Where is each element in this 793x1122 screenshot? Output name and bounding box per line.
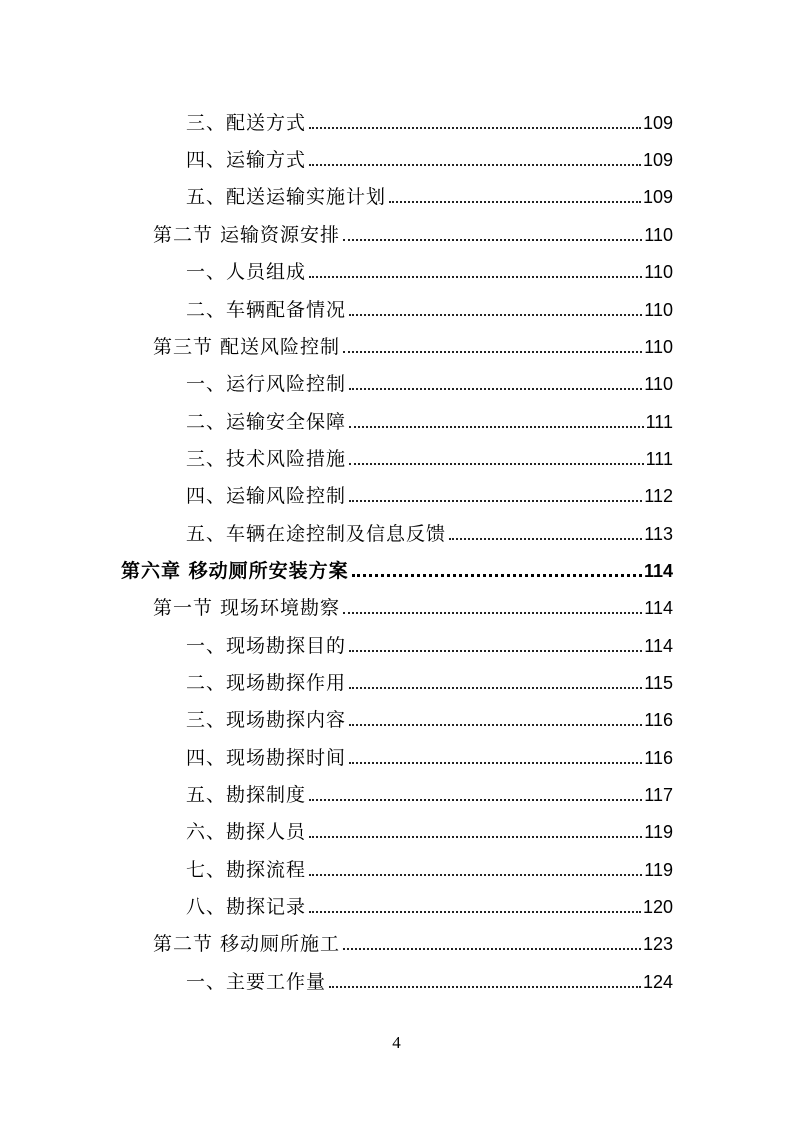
toc-dot-leader [349,762,642,764]
toc-dot-leader [309,874,642,876]
toc-entry-title: 一、运行风险控制 [186,373,347,395]
toc-entry-title: 二、运输安全保障 [186,411,347,433]
toc-dot-leader [349,314,642,316]
toc-dot-leader [309,276,642,278]
toc-entry[interactable] [186,739,673,769]
toc-entry-page: 110 [644,262,673,282]
toc-chapter-entry[interactable] [121,552,673,582]
toc-entry[interactable] [186,515,673,545]
toc-dot-leader [309,127,641,129]
page-number: 4 [392,1033,401,1052]
toc-entry-title: 五、配送运输实施计划 [186,186,387,208]
toc-entry-title: 三、配送方式 [186,112,307,134]
toc-entry-page: 112 [644,486,673,506]
toc-entry-title: 五、车辆在途控制及信息反馈 [186,523,447,545]
toc-entry-page: 109 [642,187,673,207]
toc-entry[interactable] [186,365,673,395]
toc-entry-page: 110 [644,300,673,320]
toc-entry[interactable] [186,888,673,918]
toc-entry[interactable] [186,104,673,134]
toc-dot-leader [349,388,642,390]
toc-section-entry[interactable] [153,328,673,358]
toc-entry-page: 114 [643,561,673,581]
toc-entry-page: 111 [645,412,673,432]
toc-entry-page: 119 [644,860,673,880]
toc-entry[interactable] [186,403,673,433]
toc-entry[interactable] [186,701,673,731]
toc-entry[interactable] [186,664,673,694]
toc-section-entry[interactable] [153,589,673,619]
toc-entry-page: 114 [644,598,673,618]
toc-entry-page: 113 [644,524,673,544]
toc-dot-leader [343,948,641,950]
toc-entry[interactable] [186,477,673,507]
toc-dot-leader [309,164,641,166]
toc-entry-title: 一、主要工作量 [186,971,327,993]
toc-entry[interactable] [186,178,673,208]
toc-entry[interactable] [186,141,673,171]
toc-dot-leader [343,612,642,614]
toc-entry-title: 四、运输风险控制 [186,485,347,507]
toc-dot-leader [309,799,642,801]
toc-entry-page: 116 [644,748,673,768]
toc-entry-page: 116 [644,710,673,730]
toc-dot-leader [349,687,642,689]
toc-dot-leader [329,986,641,988]
toc-section-entry[interactable] [153,925,673,955]
toc-section-entry[interactable] [153,216,673,246]
toc-entry-title: 第三节 配送风险控制 [153,336,341,358]
toc-dot-leader [309,911,641,913]
toc-dot-leader [349,463,644,465]
toc-entry-page: 120 [642,897,673,917]
toc-entry-page: 109 [642,150,673,170]
toc-entry-page: 110 [644,225,673,245]
toc-entry-title: 一、现场勘探目的 [186,635,347,657]
toc-dot-leader [352,574,642,577]
toc-entry-title: 第二节 移动厕所施工 [153,933,341,955]
toc-entry-title: 第二节 运输资源安排 [153,224,341,246]
toc-entry-title: 二、现场勘探作用 [186,672,347,694]
toc-entry[interactable] [186,627,673,657]
toc-entry[interactable] [186,440,673,470]
toc-dot-leader [389,201,641,203]
toc-entry-title: 四、现场勘探时间 [186,747,347,769]
toc-entry[interactable] [186,963,673,993]
toc-dot-leader [349,426,644,428]
toc-entry-page: 109 [642,113,673,133]
toc-entry-page: 110 [644,374,673,394]
toc-entry-title: 三、现场勘探内容 [186,709,347,731]
toc-entry-page: 119 [644,822,673,842]
toc-entry-title: 一、人员组成 [186,261,307,283]
toc-entry-page: 123 [642,934,673,954]
toc-entry-page: 111 [645,449,673,469]
toc-entry[interactable] [186,776,673,806]
toc-entry-page: 114 [644,636,673,656]
toc-entry-page: 115 [644,673,673,693]
toc-entry[interactable] [186,851,673,881]
toc-dot-leader [349,500,642,502]
toc-entry-title: 二、车辆配备情况 [186,299,347,321]
toc-dot-leader [343,351,642,353]
toc-entry-title: 第六章 移动厕所安装方案 [121,560,349,582]
toc-entry-title: 第一节 现场环境勘察 [153,597,341,619]
toc-entry-title: 八、勘探记录 [186,896,307,918]
toc-dot-leader [343,239,642,241]
toc-entry-page: 117 [644,785,673,805]
toc-entry-title: 五、勘探制度 [186,784,307,806]
toc-dot-leader [449,538,642,540]
toc-dot-leader [349,650,642,652]
toc-entry-title: 七、勘探流程 [186,859,307,881]
toc-entry-title: 六、勘探人员 [186,821,307,843]
toc-entry-title: 三、技术风险措施 [186,448,347,470]
toc-entry-page: 124 [642,972,673,992]
toc-entry[interactable] [186,813,673,843]
toc-entry[interactable] [186,291,673,321]
toc-dot-leader [349,724,642,726]
toc-entry-page: 110 [644,337,673,357]
toc-entry-title: 四、运输方式 [186,149,307,171]
toc-dot-leader [309,836,642,838]
toc-entry[interactable] [186,253,673,283]
